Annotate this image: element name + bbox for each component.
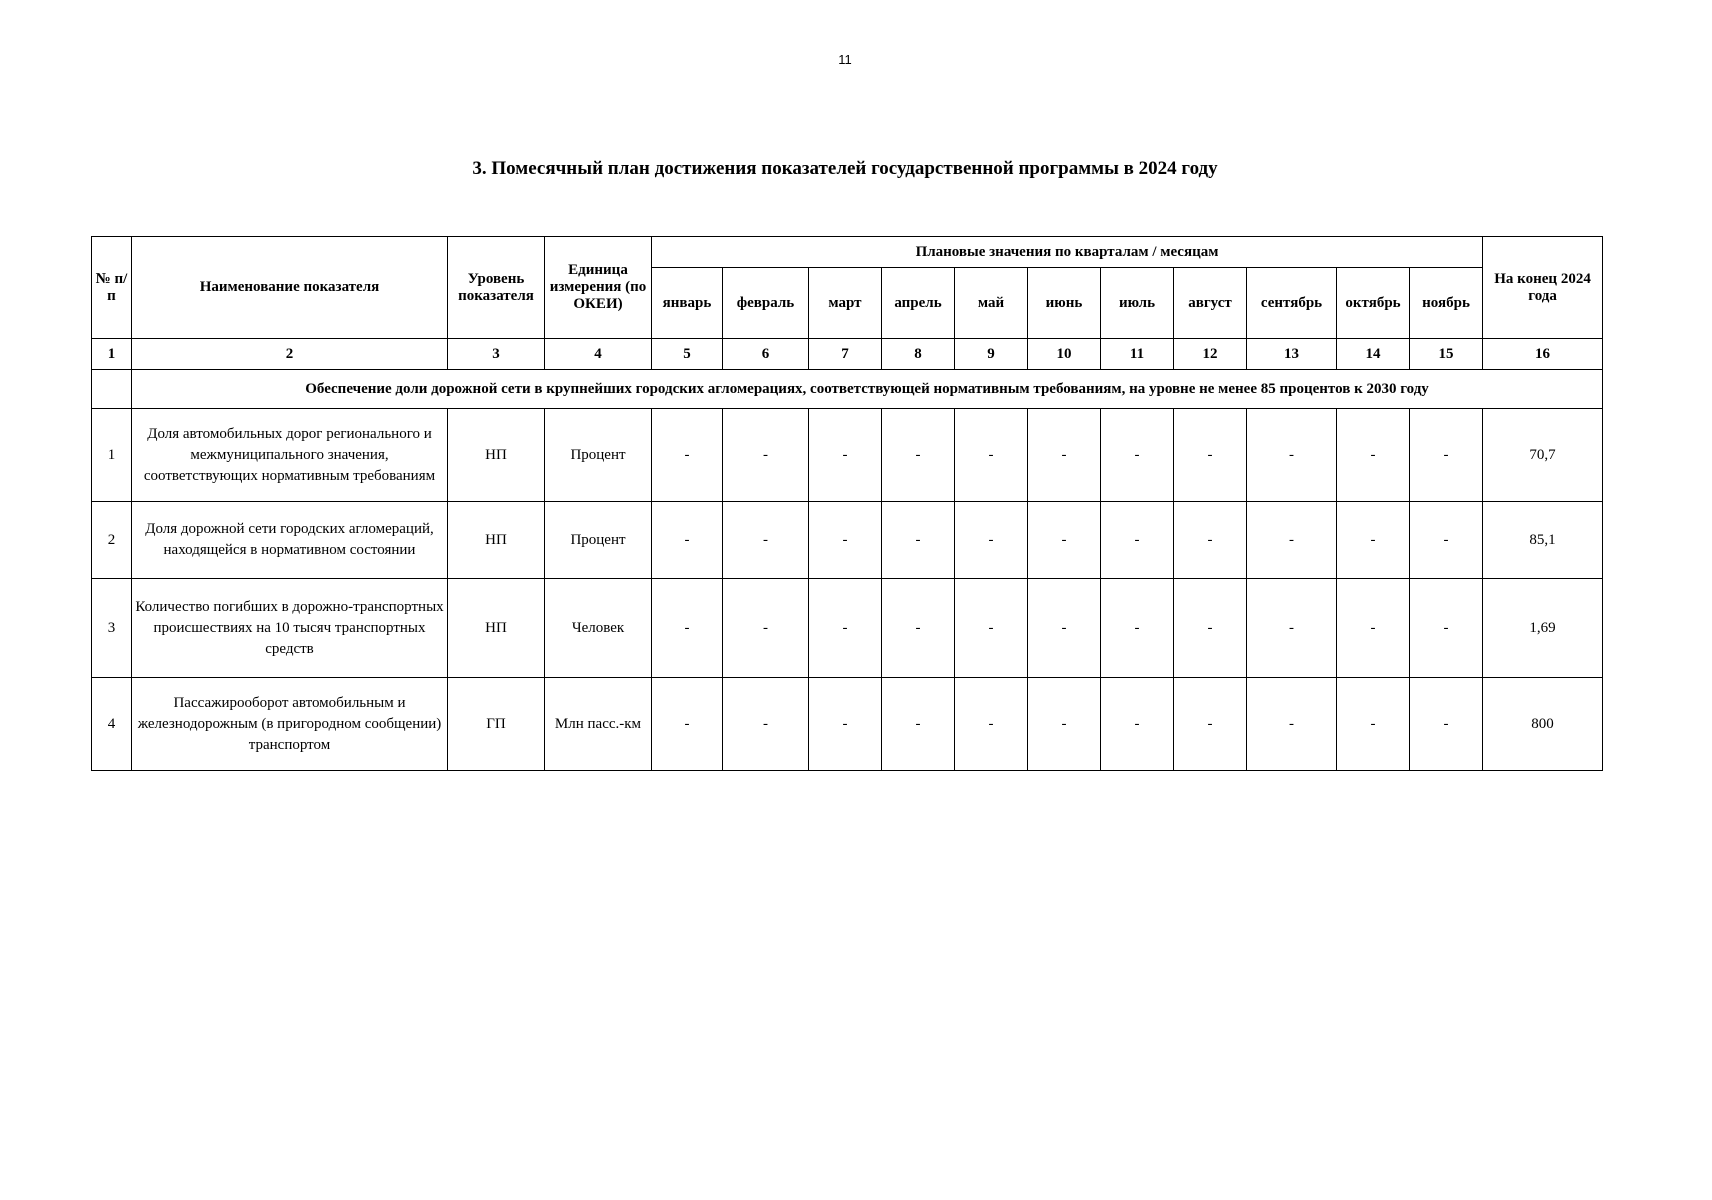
month-value: -	[1337, 678, 1410, 771]
column-number: 8	[882, 339, 955, 370]
month-value: -	[1247, 409, 1337, 502]
goal-empty-cell	[92, 370, 132, 409]
month-value: -	[1247, 502, 1337, 579]
column-number: 15	[1410, 339, 1483, 370]
header-level: Уровень показателя	[448, 237, 545, 339]
month-value: -	[955, 409, 1028, 502]
month-value: -	[1174, 409, 1247, 502]
header-month: июнь	[1028, 268, 1101, 339]
month-value: -	[1028, 579, 1101, 678]
plan-table	[91, 236, 1603, 771]
header-month: май	[955, 268, 1028, 339]
month-value: -	[1174, 579, 1247, 678]
table-row	[92, 409, 1603, 502]
month-value: -	[1101, 502, 1174, 579]
header-month: январь	[652, 268, 723, 339]
header-unit: Единица измерения (по ОКЕИ)	[545, 237, 652, 339]
row-num: 4	[92, 678, 132, 771]
month-value: -	[809, 579, 882, 678]
header-month: сентябрь	[1247, 268, 1337, 339]
row-num: 2	[92, 502, 132, 579]
row-num: 1	[92, 409, 132, 502]
column-number: 2	[132, 339, 448, 370]
header-month: март	[809, 268, 882, 339]
month-value: -	[809, 409, 882, 502]
month-value: -	[723, 678, 809, 771]
end-value: 85,1	[1483, 502, 1603, 579]
indicator-level: НП	[448, 579, 545, 678]
month-value: -	[882, 678, 955, 771]
goal-text: Обеспечение доли дорожной сети в крупнейших городских агломерациях, соответствующей нормативным требованиям, на уровне не менее 85 процентов к 2030 году	[132, 370, 1603, 409]
month-value: -	[1337, 502, 1410, 579]
month-value: -	[1028, 502, 1101, 579]
month-value: -	[1028, 678, 1101, 771]
column-number: 5	[652, 339, 723, 370]
header-month: октябрь	[1337, 268, 1410, 339]
indicator-level: НП	[448, 409, 545, 502]
month-value: -	[882, 579, 955, 678]
column-number: 12	[1174, 339, 1247, 370]
month-value: -	[723, 502, 809, 579]
goal-row	[92, 370, 1603, 409]
month-value: -	[1410, 678, 1483, 771]
month-value: -	[1337, 409, 1410, 502]
header-month: февраль	[723, 268, 809, 339]
column-number-row	[92, 339, 1603, 370]
month-value: -	[955, 678, 1028, 771]
column-number: 4	[545, 339, 652, 370]
month-value: -	[882, 409, 955, 502]
end-value: 70,7	[1483, 409, 1603, 502]
indicator-name: Пассажирооборот автомобильным и железнодорожным (в пригородном сообщении) транспортом	[132, 678, 448, 771]
month-value: -	[1174, 502, 1247, 579]
month-value: -	[723, 409, 809, 502]
month-value: -	[955, 502, 1028, 579]
header-month: ноябрь	[1410, 268, 1483, 339]
header-num: № п/п	[92, 237, 132, 339]
month-value: -	[652, 502, 723, 579]
page-title: 3. Помесячный план достижения показателей государственной программы в 2024 году	[472, 158, 1218, 179]
indicator-unit: Процент	[545, 502, 652, 579]
column-number: 7	[809, 339, 882, 370]
column-number: 13	[1247, 339, 1337, 370]
header-end: На конец 2024 года	[1483, 237, 1603, 339]
month-value: -	[1410, 502, 1483, 579]
month-value: -	[809, 502, 882, 579]
header-month: июль	[1101, 268, 1174, 339]
indicator-level: ГП	[448, 678, 545, 771]
month-value: -	[652, 579, 723, 678]
header-month: апрель	[882, 268, 955, 339]
row-num: 3	[92, 579, 132, 678]
indicator-name: Доля автомобильных дорог регионального и межмуниципального значения, соответствующих нормативным требованиям	[132, 409, 448, 502]
column-number: 14	[1337, 339, 1410, 370]
month-value: -	[882, 502, 955, 579]
indicator-unit: Млн пасс.-км	[545, 678, 652, 771]
month-value: -	[1410, 409, 1483, 502]
header-name: Наименование показателя	[132, 237, 448, 339]
table-row	[92, 502, 1603, 579]
month-value: -	[1101, 409, 1174, 502]
month-value: -	[1337, 579, 1410, 678]
month-value: -	[1410, 579, 1483, 678]
header-month: август	[1174, 268, 1247, 339]
table-row	[92, 579, 1603, 678]
column-number: 3	[448, 339, 545, 370]
header-planned: Плановые значения по кварталам / месяцам	[652, 237, 1483, 268]
column-number: 16	[1483, 339, 1603, 370]
column-number: 11	[1101, 339, 1174, 370]
table-row	[92, 678, 1603, 771]
month-value: -	[652, 409, 723, 502]
end-value: 800	[1483, 678, 1603, 771]
month-value: -	[1028, 409, 1101, 502]
month-value: -	[723, 579, 809, 678]
column-number: 6	[723, 339, 809, 370]
column-number: 9	[955, 339, 1028, 370]
month-value: -	[1247, 579, 1337, 678]
month-value: -	[1101, 678, 1174, 771]
indicator-level: НП	[448, 502, 545, 579]
column-number: 1	[92, 339, 132, 370]
month-value: -	[1247, 678, 1337, 771]
column-number: 10	[1028, 339, 1101, 370]
month-value: -	[1101, 579, 1174, 678]
page-number: 11	[838, 52, 852, 67]
month-value: -	[1174, 678, 1247, 771]
month-value: -	[809, 678, 882, 771]
indicator-name: Доля дорожной сети городских агломераций, находящейся в нормативном состоянии	[132, 502, 448, 579]
indicator-unit: Человек	[545, 579, 652, 678]
month-value: -	[955, 579, 1028, 678]
month-value: -	[652, 678, 723, 771]
end-value: 1,69	[1483, 579, 1603, 678]
indicator-unit: Процент	[545, 409, 652, 502]
indicator-name: Количество погибших в дорожно-транспортных происшествиях на 10 тысяч транспортных средств	[132, 579, 448, 678]
